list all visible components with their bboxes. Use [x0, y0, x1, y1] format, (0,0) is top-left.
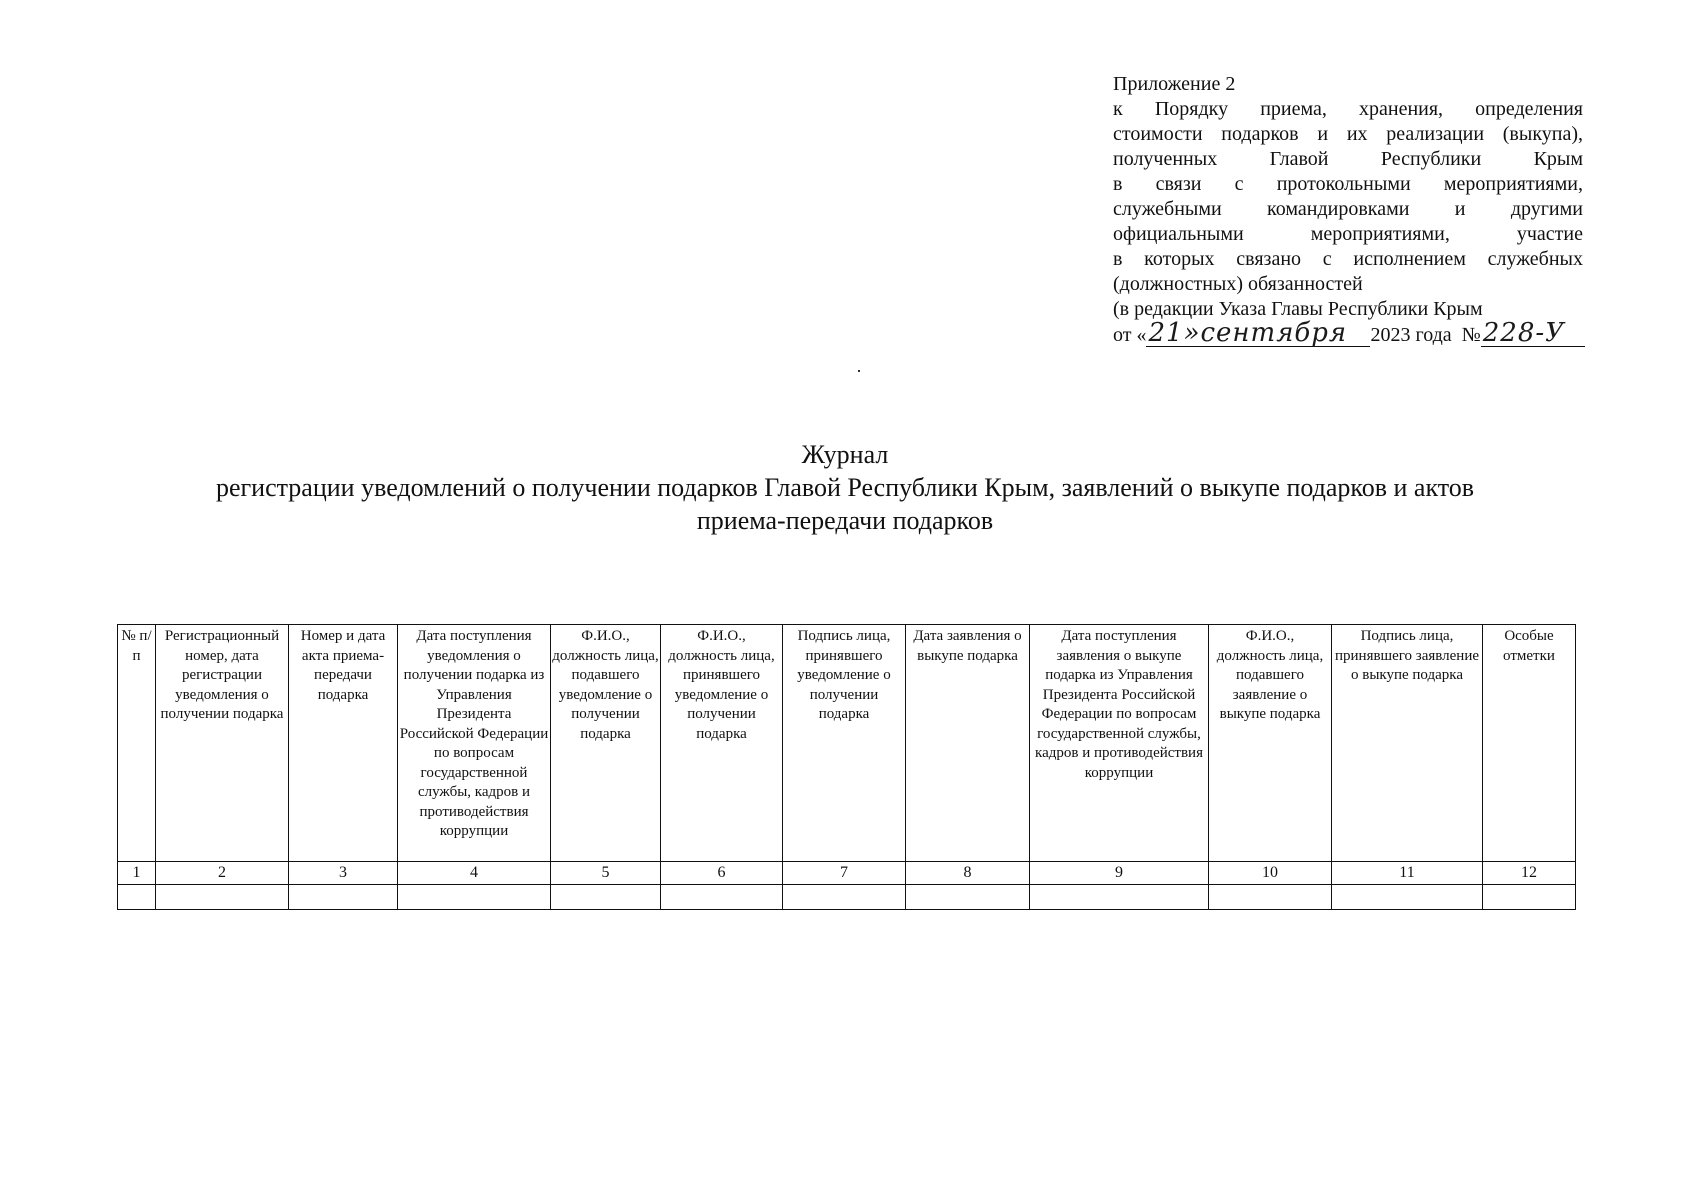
appendix-block — [1113, 72, 1583, 352]
column-number-cell: 7 — [783, 862, 906, 885]
empty-cell — [906, 885, 1030, 910]
column-number-row — [118, 862, 1576, 885]
header-cell: Дата поступления заявления о выкупе подарка из Управления Президента Российской Федерации по вопросам государственной службы, кадров и противодействия коррупции — [1030, 625, 1209, 862]
appendix-line: полученных Главой Республики Крым — [1113, 148, 1583, 170]
appendix-line: (в редакции Указа Главы Республики Крым — [1113, 298, 1483, 320]
date-prefix: от « — [1113, 324, 1147, 346]
column-number-cell: 2 — [156, 862, 289, 885]
column-number-cell: 11 — [1332, 862, 1483, 885]
decree-number-field — [1481, 318, 1585, 348]
empty-cell — [156, 885, 289, 910]
empty-cell — [1209, 885, 1332, 910]
column-number-cell: 9 — [1030, 862, 1209, 885]
decree-date-line — [1113, 318, 1583, 352]
table-header-row — [118, 625, 1576, 862]
journal-table — [117, 624, 1576, 910]
empty-cell — [551, 885, 661, 910]
header-cell: Номер и дата акта приема-передачи подарка — [289, 625, 398, 862]
empty-cell — [783, 885, 906, 910]
header-cell: Особые отметки — [1483, 625, 1576, 862]
column-number-cell: 1 — [118, 862, 156, 885]
appendix-line: Приложение 2 — [1113, 73, 1236, 95]
empty-cell — [1483, 885, 1576, 910]
appendix-line: (должностных) обязанностей — [1113, 273, 1363, 295]
header-cell: № п/п — [118, 625, 156, 862]
header-cell: Ф.И.О., должность лица, подавшего заявление о выкупе подарка — [1209, 625, 1332, 862]
decree-year: 2023 года — [1370, 324, 1452, 346]
empty-cell — [1030, 885, 1209, 910]
appendix-line: стоимости подарков и их реализации (выкупа), — [1113, 123, 1583, 145]
empty-cell — [118, 885, 156, 910]
column-number-cell: 6 — [661, 862, 783, 885]
decree-date-field — [1146, 318, 1370, 348]
header-cell: Ф.И.О., должность лица, подавшего уведомление о получении подарка — [551, 625, 661, 862]
empty-cell — [661, 885, 783, 910]
appendix-line: в связи с протокольными мероприятиями, — [1113, 173, 1583, 195]
title-line-2: регистрации уведомлений о получении подарков Главой Республики Крым, заявлений о выкупе подарков и актов — [215, 473, 1475, 502]
column-number-cell: 8 — [906, 862, 1030, 885]
number-sign: № — [1461, 324, 1481, 346]
column-number-cell: 12 — [1483, 862, 1576, 885]
header-cell: Регистрационный номер, дата регистрации уведомления о получении подарка — [156, 625, 289, 862]
header-cell: Дата заявления о выкупе подарка — [906, 625, 1030, 862]
header-cell: Дата поступления уведомления о получении подарка из Управления Президента Российской Федерации по вопросам государственной службы, кадров и противодействия коррупции — [398, 625, 551, 862]
appendix-line: в которых связано с исполнением служебных — [1113, 248, 1583, 270]
title-line-1: Журнал — [801, 440, 889, 469]
document-title — [120, 438, 1570, 537]
column-number-cell: 3 — [289, 862, 398, 885]
scan-speck — [858, 370, 860, 372]
header-cell: Подпись лица, принявшего уведомление о получении подарка — [783, 625, 906, 862]
title-line-3: приема-передачи подарков — [696, 506, 994, 535]
empty-entry-row — [118, 885, 1576, 910]
column-number-cell: 10 — [1209, 862, 1332, 885]
column-number-cell: 4 — [398, 862, 551, 885]
appendix-line: служебными командировками и другими — [1113, 198, 1583, 220]
handwritten-date: 21»сентября — [1148, 318, 1348, 348]
header-cell: Ф.И.О., должность лица, принявшего уведомление о получении подарка — [661, 625, 783, 862]
empty-cell — [1332, 885, 1483, 910]
empty-cell — [398, 885, 551, 910]
column-number-cell: 5 — [551, 862, 661, 885]
appendix-line: к Порядку приема, хранения, определения — [1113, 98, 1583, 120]
handwritten-number: 228-У — [1482, 318, 1565, 348]
empty-cell — [289, 885, 398, 910]
appendix-line: официальными мероприятиями, участие — [1113, 223, 1583, 245]
header-cell: Подпись лица, принявшего заявление о выкупе подарка — [1332, 625, 1483, 862]
